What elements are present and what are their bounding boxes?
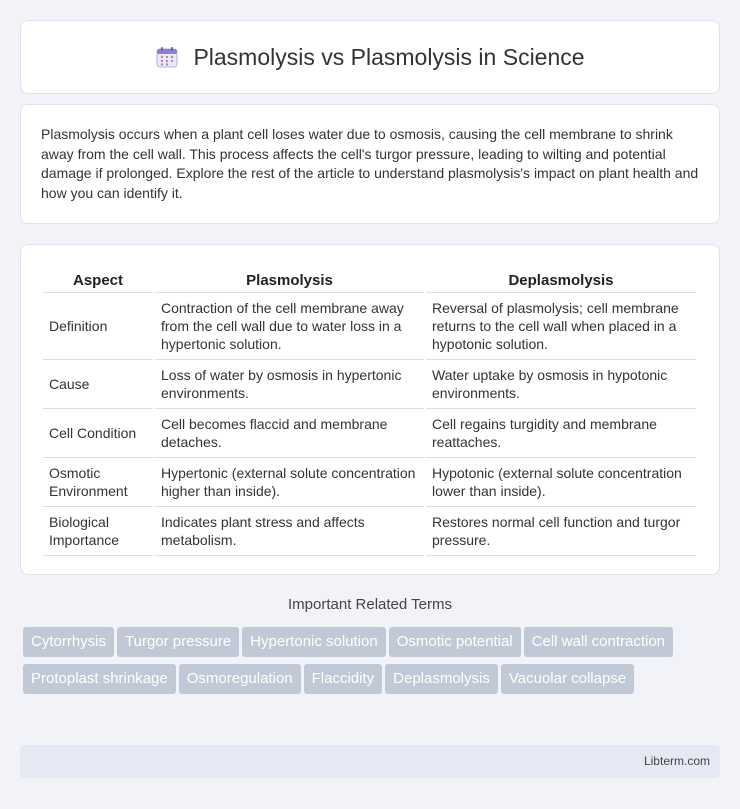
header-aspect: Aspect — [43, 265, 153, 293]
row-aspect: Cell Condition — [43, 409, 153, 458]
related-term-tag[interactable]: Protoplast shrinkage — [23, 664, 176, 694]
row-deplasmolysis: Water uptake by osmosis in hypotonic environments. — [426, 360, 696, 409]
related-term-tag[interactable]: Turgor pressure — [117, 627, 239, 657]
related-terms-list — [23, 627, 723, 701]
table-row — [43, 458, 696, 507]
intro-text: Plasmolysis occurs when a plant cell loses water due to osmosis, causing the cell membrane to shrink away from the cell wall. This process affects the cell's turgor pressure, leading to wilting and potential damage if prolonged. Explore the rest of the article to understand plasmolysis's impact on plant health and how you can identify it. — [41, 126, 699, 201]
comparison-table — [41, 265, 698, 556]
related-term-tag[interactable]: Flaccidity — [304, 664, 383, 694]
row-plasmolysis: Indicates plant stress and affects metabolism. — [155, 507, 424, 556]
row-aspect: Definition — [43, 293, 153, 360]
related-term-tag[interactable]: Cytorrhysis — [23, 627, 114, 657]
related-term-tag[interactable]: Deplasmolysis — [385, 664, 498, 694]
row-plasmolysis: Contraction of the cell membrane away from the cell wall due to water loss in a hypertonic solution. — [155, 293, 424, 360]
table-row — [43, 360, 696, 409]
row-deplasmolysis: Hypotonic (external solute concentration lower than inside). — [426, 458, 696, 507]
row-plasmolysis: Hypertonic (external solute concentration higher than inside). — [155, 458, 424, 507]
row-plasmolysis: Cell becomes flaccid and membrane detaches. — [155, 409, 424, 458]
header-deplasmolysis: Deplasmolysis — [426, 265, 696, 293]
table-row — [43, 293, 696, 360]
intro-card — [20, 104, 720, 224]
related-term-tag[interactable]: Osmoregulation — [179, 664, 301, 694]
related-term-tag[interactable]: Osmotic potential — [389, 627, 521, 657]
related-terms-title: Important Related Terms — [288, 596, 452, 613]
row-aspect: Biological Importance — [43, 507, 153, 556]
related-term-tag[interactable]: Vacuolar collapse — [501, 664, 634, 694]
table-header-row — [43, 265, 696, 293]
row-plasmolysis: Loss of water by osmosis in hypertonic environments. — [155, 360, 424, 409]
related-term-tag[interactable]: Hypertonic solution — [242, 627, 386, 657]
table-row — [43, 507, 696, 556]
related-term-tag[interactable]: Cell wall contraction — [524, 627, 673, 657]
row-deplasmolysis: Restores normal cell function and turgor pressure. — [426, 507, 696, 556]
table-row — [43, 409, 696, 458]
title-card — [20, 20, 720, 94]
row-deplasmolysis: Cell regains turgidity and membrane reattaches. — [426, 409, 696, 458]
row-aspect: Osmotic Environment — [43, 458, 153, 507]
calendar-icon — [155, 45, 179, 69]
page-title: Plasmolysis vs Plasmolysis in Science — [193, 43, 585, 70]
footer — [20, 745, 720, 778]
comparison-table-card — [20, 244, 720, 575]
footer-site-link[interactable]: Libterm.com — [643, 754, 710, 768]
row-aspect: Cause — [43, 360, 153, 409]
header-plasmolysis: Plasmolysis — [155, 265, 424, 293]
row-deplasmolysis: Reversal of plasmolysis; cell membrane returns to the cell wall when placed in a hypotonic solution. — [426, 293, 696, 360]
